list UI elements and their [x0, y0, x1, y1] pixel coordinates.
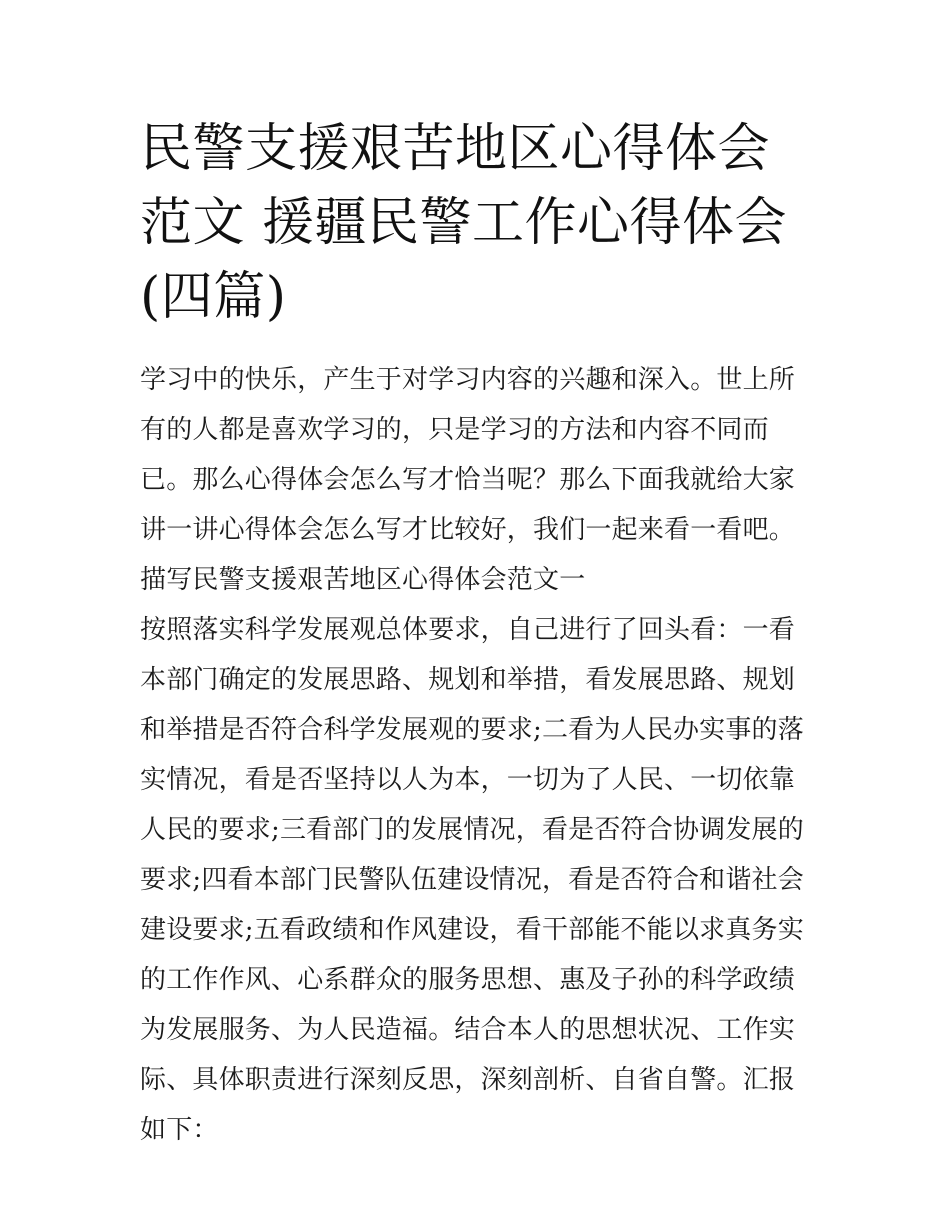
document-title: 民警支援艰苦地区心得体会范文 援疆民警工作心得体会(四篇) [140, 119, 788, 327]
intro-paragraph: 学习中的快乐，产生于对学习内容的兴趣和深入。世上所有的人都是喜欢学习的，只是学习的方法和内容不同而已。那么心得体会怎么写才恰当呢？那么下面我就给大家讲一讲心得体会怎么写才比较好，我们一起来看一看吧。 [140, 365, 796, 545]
section-heading: 描写民警支援艰苦地区心得体会范文一 [140, 565, 586, 595]
body-paragraph: 按照落实科学发展观总体要求，自己进行了回头看：一看本部门确定的发展思路、规划和举措，看发展思路、规划和举措是否符合科学发展观的要求;二看为人民办实事的落实情况，看是否坚持以人为本，一切为了人民、一切依靠人民的要求;三看部门的发展情况，看是否符合协调发展的要求;四看本部门民警队伍建设情况，看是否符合和谐社会建设要求;五看政绩和作风建设，看干部能不能以求真务实的工作作风、心系群众的服务思想、惠及子孙的科学政绩为发展服务、为人民造福。结合本人的思想状况、工作实际、具体职责进行深刻反思，深刻剖析、自省自警。汇报如下： [140, 615, 804, 1145]
